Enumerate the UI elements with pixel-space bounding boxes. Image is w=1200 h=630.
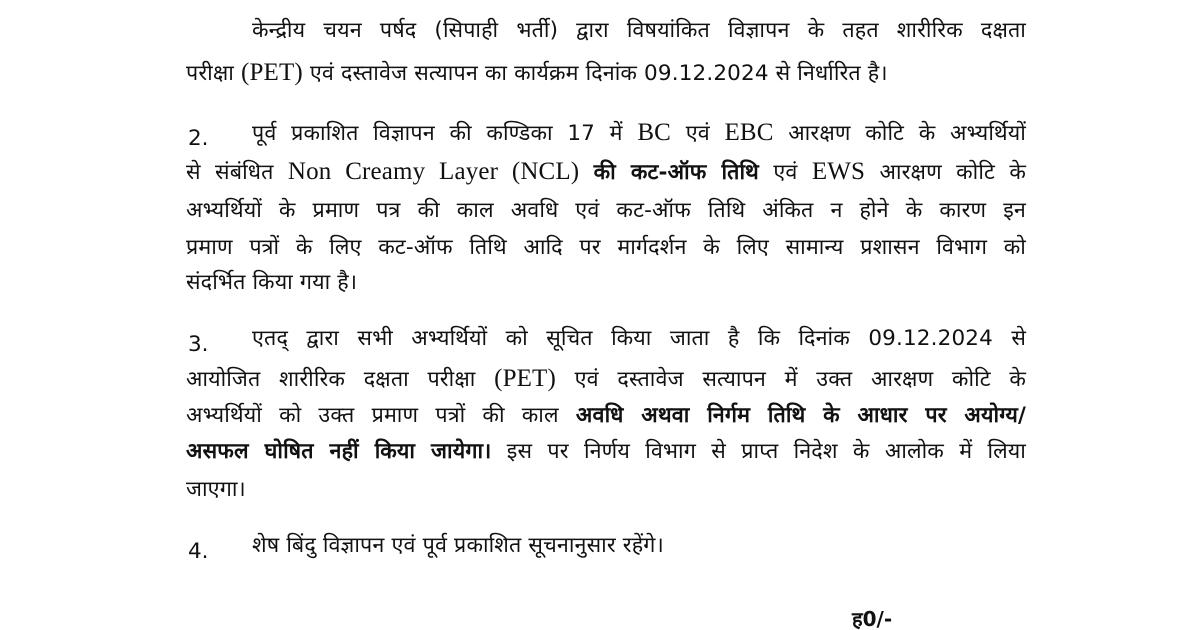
paragraph-3-line-2 [186,364,1026,395]
text-segment: आयोजित शारीरिक दक्षता परीक्षा [186,367,476,392]
signature-mark: ह0/- [852,607,893,630]
text-segment: अभ्यर्थियों को उक्त प्रमाण पत्रों की काल [186,403,559,428]
bold-text: अवधि अथवा निर्गम तिथि के आधार पर अयोग्य/ [575,403,1027,428]
ews-abbrev: EWS [811,158,866,185]
paragraph-3-line-1: एतद् द्वारा सभी अभ्यर्थियों को सूचित किया जाता है कि दिनांक 09.12.2024 से [252,326,1026,351]
text-segment: आरक्षण कोटि के अभ्यर्थियों [788,121,1026,146]
pet-abbrev: (PET) [241,59,303,86]
pet-abbrev: (PET) [494,365,556,392]
ncl-abbrev: Non Creamy Layer (NCL) [287,158,580,185]
ebc-abbrev: EBC [724,119,774,146]
bold-text: असफल घोषित नहीं किया जायेगा। [186,439,492,464]
text-segment: आरक्षण कोटि के [879,160,1026,185]
paragraph-3-line-3 [186,401,1026,431]
bold-text: की कट-ऑफ तिथि [593,160,759,185]
text-segment: पूर्व प्रकाशित विज्ञापन की कण्डिका 17 में [252,121,623,146]
text-segment: परीक्षा [186,61,235,86]
paragraph-2-line-1 [252,118,1026,149]
paragraph-number: 2. [188,126,209,151]
text-segment: इस पर निर्णय विभाग से प्राप्त निदेश के आलोक में लिया [506,439,1026,464]
paragraph-2-line-4: प्रमाण पत्रों के लिए कट-ऑफ तिथि आदि पर मार्गदर्शन के लिए सामान्य प्रशासन विभाग को [186,235,1026,260]
text-segment: एवं [773,160,798,185]
text-segment: से संबंधित [186,160,274,185]
bc-abbrev: BC [637,119,672,146]
text-segment: एवं दस्तावेज सत्यापन में उक्त आरक्षण कोटि के [574,367,1027,392]
paragraph-2-line-3: अभ्यर्थियों के प्रमाण पत्र की काल अवधि एवं कट-ऑफ तिथि अंकित न होने के कारण इन [186,198,1026,223]
paragraph-2-line-2 [186,157,1026,188]
text-segment: एवं दस्तावेज सत्यापन का कार्यक्रम दिनांक 09.12.2024 से निर्धारित है। [309,61,888,86]
paragraph-3-line-5: जाएगा। [186,477,246,502]
paragraph-number: 4. [188,539,209,564]
paragraph-2-line-5: संदर्भित किया गया है। [186,270,358,295]
paragraph-3-line-4 [186,437,1026,467]
paragraph-number: 3. [188,332,209,357]
paragraph-1-line-2 [186,58,1026,89]
text-segment: एवं [685,121,710,146]
paragraph-4-line-1: शेष बिंदु विज्ञापन एवं पूर्व प्रकाशित सूचनानुसार रहेंगे। [252,533,664,558]
paragraph-1-line-1: केन्द्रीय चयन पर्षद (सिपाही भर्ती) द्वारा विषयांकित विज्ञापन के तहत शारीरिक दक्षता [252,18,1026,43]
